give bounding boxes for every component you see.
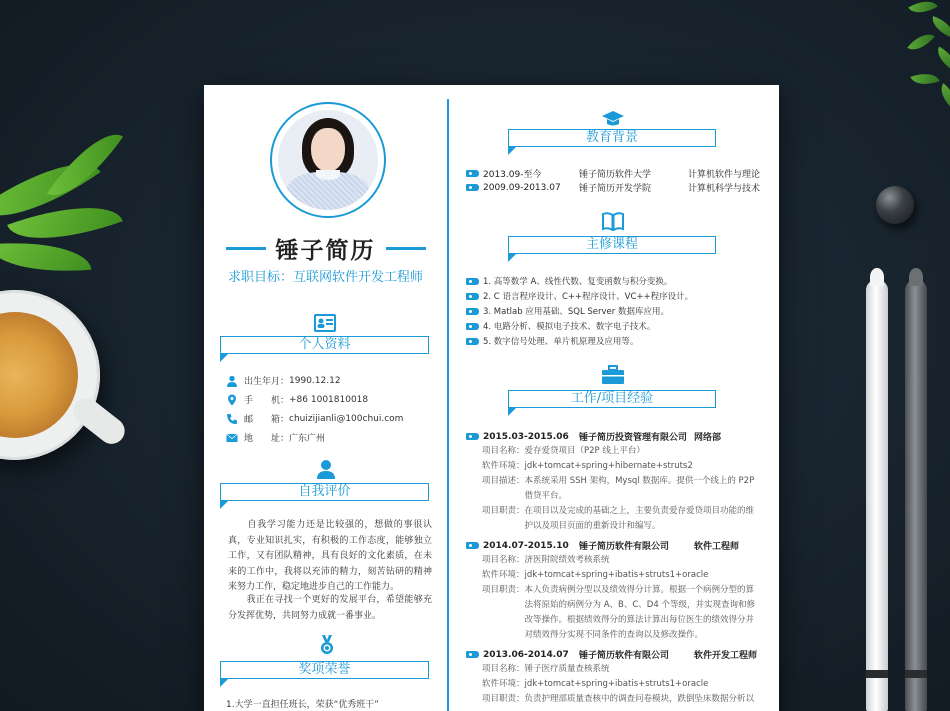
job-period: 2014.07-2015.10 [483, 540, 569, 551]
info-label: 邮 箱： [244, 415, 290, 425]
edu-date: 2013.09-至今 [483, 170, 542, 180]
award-item: 1.大学一直担任班长，荣获“优秀班干” [226, 700, 379, 710]
job-detail: 项目职责：本人负责病例分型以及绩效得分计算。根据一个病例分型的算 [482, 585, 755, 595]
info-address [226, 431, 325, 444]
info-label: 手 机： [244, 396, 290, 406]
mail-icon [226, 432, 238, 444]
plant-decoration [890, 0, 950, 120]
info-value: chuizijianli@100chui.com [289, 413, 404, 424]
id-card-icon [313, 313, 337, 333]
self-eval-paragraph-2: 我正在寻找一个更好的发展平台，希望能够充分发挥优势，共同努力成就一番事业。 [228, 595, 432, 621]
edu-major: 计算机软件与理论 [688, 170, 761, 180]
course-item [466, 290, 693, 302]
section-personal [204, 311, 447, 361]
section-title-awards: 奖项荣誉 [220, 661, 429, 679]
job-detail: 项目名称：爱存爱贷项目（P2P 线上平台） [482, 446, 645, 456]
section-courses [452, 211, 779, 261]
info-label: 地 址： [244, 434, 290, 444]
section-self-eval [204, 457, 447, 507]
job-detail: 借贷平台。 [482, 491, 568, 501]
name-row [204, 231, 447, 265]
tag-icon [466, 308, 479, 315]
left-column [204, 85, 447, 711]
job-company: 锤子简历软件有限公司 [579, 651, 670, 661]
person-icon [314, 459, 338, 479]
edu-major: 计算机科学与技术 [688, 184, 761, 194]
course-item [466, 335, 638, 347]
section-flag [220, 679, 228, 687]
name-line-left [226, 247, 266, 250]
coffee-cup [0, 290, 100, 460]
pen-white [866, 280, 888, 711]
education-row [466, 181, 766, 194]
course-item [466, 275, 672, 287]
book-icon [601, 211, 625, 231]
section-title-work: 工作/项目经验 [508, 390, 716, 408]
info-mobile [226, 393, 368, 406]
job-period: 2013.06-2014.07 [483, 649, 569, 660]
job-detail: 项目名称：济医附院绩效考核系统 [482, 555, 610, 565]
edu-date: 2009.09-2013.07 [483, 182, 561, 193]
briefcase-icon [601, 365, 625, 385]
info-value: 广东广州 [289, 434, 326, 444]
job-detail: 软件环境：jdk+tomcat+spring+hibernate+struts2 [482, 461, 693, 471]
section-work [452, 365, 779, 415]
course-item [466, 305, 669, 317]
self-eval-paragraph-1: 自我学习能力还是比较强的，想做的事很认真，专业知识扎实，有积极的工作态度，能够独立工作，又有团队精神，具有良好的文化素质，在未来的工作中，我将以充沛的精力，刻苦钻研的精神来努力工作，稳定地进步自己的工作能力。 [228, 520, 432, 592]
job-header [466, 430, 721, 443]
job-company: 锤子简历软件有限公司 [579, 542, 670, 552]
column-divider [447, 99, 449, 711]
job-company: 锤子简历投资管理有限公司 [579, 433, 688, 443]
user-icon [226, 375, 238, 387]
tag-icon [466, 433, 479, 440]
job-role: 软件开发工程师 [694, 651, 758, 661]
tag-icon [466, 184, 479, 191]
pen-gray [905, 280, 927, 711]
job-detail: 护以及项目页面的重新设计和编写。 [482, 521, 661, 531]
tag-icon [466, 651, 479, 658]
job-detail: 对绩效得分实现不同条件的查询以及修改操作。 [482, 630, 704, 640]
section-flag [508, 147, 516, 155]
section-flag [220, 501, 228, 509]
job-detail: 项目描述：本系统采用 SSH 架构，Mysql 数据库。提供一个线上的 P2P [482, 476, 755, 486]
course-text: 2. C 语言程序设计、C++程序设计、VC++程序设计。 [483, 292, 694, 302]
section-title-education: 教育背景 [508, 129, 716, 147]
section-title-personal: 个人资料 [220, 336, 429, 354]
section-title-courses: 主修课程 [508, 236, 716, 254]
name-line-right [386, 247, 426, 250]
graduation-cap-icon [601, 109, 625, 129]
job-detail: 软件环境：jdk+tomcat+spring+ibatis+struts1+oracle [482, 679, 709, 689]
course-text: 1. 高等数学 A、线性代数、复变函数与积分变换。 [483, 277, 673, 287]
job-detail: 项目职责：在项目以及完成的基础之上，主要负责爱存爱贷项目功能的维 [482, 506, 755, 516]
job-header [466, 648, 757, 661]
course-item [466, 320, 655, 332]
job-objective: 求职目标：互联网软件开发工程师 [227, 270, 423, 285]
tag-icon [466, 542, 479, 549]
phone-icon [226, 413, 238, 425]
course-text: 5. 数字信号处理、单片机原理及应用等。 [483, 337, 639, 347]
job-role: 软件工程师 [694, 542, 740, 552]
edu-school: 锤子简历软件大学 [579, 170, 652, 180]
section-flag [508, 408, 516, 416]
education-row [466, 167, 766, 180]
job-period: 2015.03-2015.06 [483, 431, 569, 442]
info-birth [226, 374, 341, 387]
course-text: 3. Matlab 应用基础、SQL Server 数据库应用。 [483, 307, 669, 317]
location-icon [226, 394, 238, 406]
job-detail: 项目名称：锤子医疗质量查核系统 [482, 664, 610, 674]
tag-icon [466, 293, 479, 300]
section-awards [204, 635, 447, 685]
tag-icon [466, 170, 479, 177]
info-label: 出生年月： [244, 377, 290, 387]
job-header [466, 539, 739, 552]
leaf-decoration [0, 236, 91, 279]
job-detail: 项目职责：负责护理部质量查核中的调查问卷模块，跌倒坠床数据分析以 [482, 694, 755, 704]
job-detail: 软件环境：jdk+tomcat+spring+ibatis+struts1+oracle [482, 570, 709, 580]
section-flag [508, 254, 516, 262]
info-email [226, 412, 403, 425]
course-text: 4. 电路分析、模拟电子技术、数字电子技术。 [483, 322, 656, 332]
avatar [270, 102, 386, 218]
job-detail: 法将原始的病例分为 A、B、C、D4 个等级，并实现查询和修 [482, 600, 755, 610]
job-role: 网络部 [694, 433, 722, 443]
section-title-self-eval: 自我评价 [220, 483, 429, 501]
medal-icon [315, 635, 339, 655]
section-education [452, 109, 779, 159]
tag-icon [466, 323, 479, 330]
job-detail: 改等操作。根据绩效得分的算法计算出每位医生的绩效得分并 [482, 615, 755, 625]
resume-paper [204, 85, 779, 711]
edu-school: 锤子简历开发学院 [579, 184, 652, 194]
tag-icon [466, 338, 479, 345]
section-flag [220, 354, 228, 362]
ball-decoration [876, 186, 914, 224]
info-value: 1990.12.12 [289, 375, 341, 386]
info-value: +86 1001810018 [289, 394, 369, 405]
right-column [452, 85, 779, 711]
tag-icon [466, 278, 479, 285]
resume-name: 锤子简历 [275, 237, 376, 264]
